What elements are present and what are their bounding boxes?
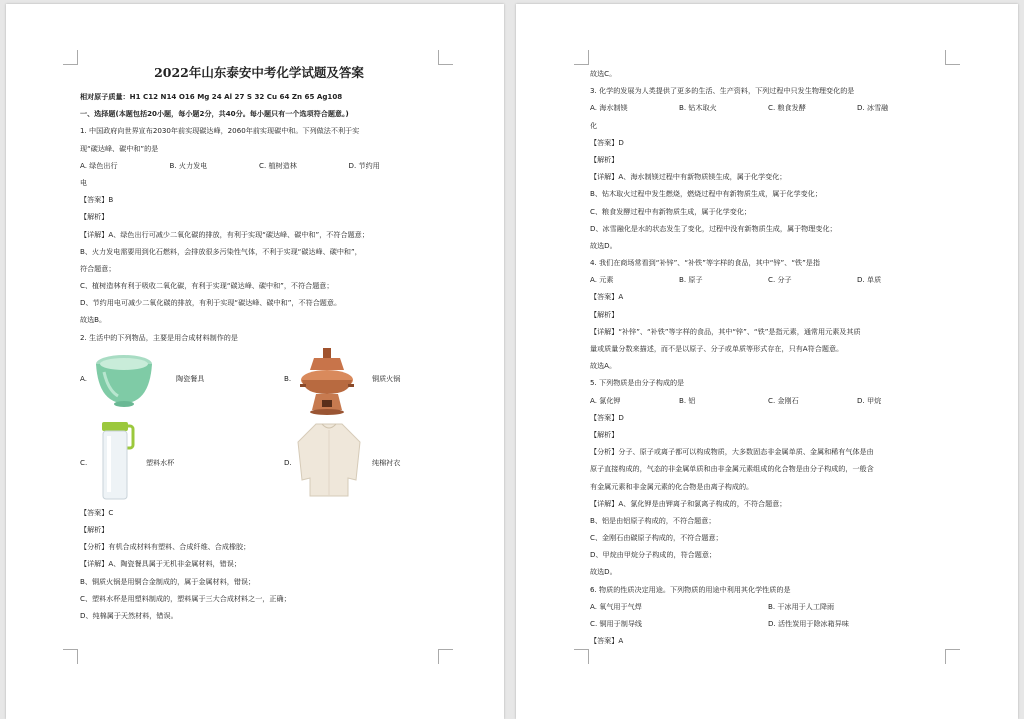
q4-option-d: D. 单质 [857, 275, 882, 285]
q5-detail-3: C、金刚石由碳原子构成的，不符合题意； [590, 533, 723, 543]
q4-stem: 4. 我们在商场常看到“补锌”、“补铁”等字样的食品，其中“锌”、“铁”是指 [590, 258, 820, 268]
q2-detail-4: D、纯棉属于天然材料，错误。 [80, 610, 178, 620]
document-page-2 [516, 4, 1018, 719]
q6-answer: 【答案】A [590, 636, 624, 646]
q3-detail-3: C、粮食发酵过程中有新物质生成，属于化学变化； [590, 206, 752, 216]
q6-option-a: A. 氧气用于气焊 [590, 601, 642, 611]
q2-detail-1: 【详解】A、陶瓷餐具属于无机非金属材料，错误； [80, 559, 241, 569]
q5-analysis-label: 【解析】 [590, 429, 619, 439]
q6-stem: 6. 物质的性质决定用途。下列物质的用途中利用其化学性质的是 [590, 584, 791, 594]
page-1-content [80, 62, 438, 624]
q6-option-b: B. 干冰用于人工降雨 [768, 601, 835, 611]
q2-analysis-label: 【解析】 [80, 525, 109, 534]
q4-analysis-label: 【解析】 [590, 309, 619, 319]
q2-option-c-label: 塑料水杯 [146, 457, 175, 467]
q6-options-row-1 [590, 598, 946, 615]
q1-detail-5: D、节约用电可减少二氧化碳的排放，有利于实现“碳达峰、碳中和”，不符合题意。 [80, 298, 342, 308]
q6-options-row-2 [590, 615, 946, 632]
q1-stem-2: 现“碳达峰、碳中和”的是 [80, 143, 159, 153]
q5-options [590, 392, 946, 409]
q2-stem: 2. 生活中的下列物品，主要是用合成材料制作的是 [80, 332, 238, 342]
q1-detail-2: B、火力发电需要用到化石燃料，会排放很多污染性气体，不利于实现“碳达峰、碳中和”， [80, 246, 362, 256]
q1-detail-3: 符合题意； [80, 263, 116, 273]
q2-option-c-letter: C. [80, 457, 88, 467]
q5-stem: 5. 下列物质是由分子构成的是 [590, 378, 685, 388]
document-title: 2022年山东泰安中考化学试题及答案 [154, 65, 364, 80]
q1-stem-1: 1. 中国政府向世界宣布2030年前实现碳达峰，2060年前实现碳中和。下列做法不利于实 [80, 126, 360, 136]
q5-analysis-2: 原子直接构成的，气态的非金属单质和由非金属元素组成的化合物是由分子构成的，一般含 [590, 464, 874, 474]
q3-option-b: B. 钻木取火 [679, 103, 717, 113]
q1-option-c: C. 植树造林 [259, 160, 297, 170]
q3-answer: 【答案】D [590, 137, 624, 147]
q3-detail-4: D、冰雪融化是水的状态发生了变化，过程中没有新物质生成，属于物理变化； [590, 223, 837, 233]
q4-conclusion: 故选A。 [590, 361, 617, 371]
q3-option-wrap: 化 [590, 120, 598, 130]
q1-conclusion: 故选B。 [80, 315, 107, 325]
q4-option-c: C. 分子 [768, 275, 792, 285]
q5-option-b: B. 铝 [679, 395, 696, 405]
q1-detail-1: 【详解】A、绿色出行可减少二氧化碳的排放，有利于实现“碳达峰、碳中和”，不符合题意； [80, 229, 369, 239]
crop-mark [945, 50, 960, 65]
q3-stem: 3. 化学的发展为人类提供了更多的生活、生产资料，下列过程中只发生物理变化的是 [590, 86, 855, 96]
q5-detail-2: B、铝是由铝原子构成的，不符合题意； [590, 515, 716, 525]
q4-detail-2: 量或质量分数来描述，而不是以原子、分子或单质等形式存在，只有A符合题意。 [590, 344, 844, 353]
q3-detail-2: B、钻木取火过程中发生燃烧，燃烧过程中有新物质生成，属于化学变化； [590, 189, 822, 199]
crop-mark [438, 50, 453, 65]
q2-answer: 【答案】C [80, 507, 114, 517]
q3-analysis-label: 【解析】 [590, 154, 619, 164]
q5-detail-1: 【详解】A、氯化钾是由钾离子和氯离子构成的，不符合题意； [590, 498, 787, 508]
q3-detail-1: 【详解】A、海水制镁过程中有新物质镁生成，属于化学变化； [590, 172, 787, 182]
q4-option-b: B. 原子 [679, 275, 703, 285]
cotton-shirt-image [294, 420, 364, 500]
q2-option-d-label: 纯棉衬衣 [372, 457, 401, 467]
q1-options [80, 157, 438, 174]
q2-conclusion: 故选C。 [590, 69, 617, 78]
q4-option-a: A. 元素 [590, 275, 614, 285]
crop-mark [63, 50, 78, 65]
q2-image-row-1 [80, 346, 438, 416]
q5-analysis-1: 【分析】分子、原子或离子都可以构成物质，大多数固态非金属单质、金属和稀有气体是由 [590, 447, 874, 457]
document-page-1 [6, 4, 504, 719]
q2-option-b-letter: B. [284, 373, 292, 383]
q5-option-d: D. 甲烷 [857, 395, 882, 405]
q5-option-c: C. 金刚石 [768, 395, 799, 405]
atomic-mass-line: 相对原子质量：H1 C12 N14 O16 Mg 24 Al 27 S 32 Cu 64 Zn 65 Ag108 [80, 92, 343, 101]
q3-options [590, 99, 946, 116]
q4-options [590, 271, 946, 288]
q1-detail-4: C、植树造林有利于吸收二氧化碳，有利于实现“碳达峰、碳中和”，不符合题意； [80, 281, 334, 291]
q5-detail-4: D、甲烷由甲烷分子构成的，符合题意； [590, 550, 717, 560]
q3-option-a: A. 海水制镁 [590, 103, 628, 113]
crop-mark [574, 649, 589, 664]
q1-option-wrap: 电 [80, 177, 88, 187]
ceramic-bowl-image [94, 352, 154, 410]
q4-detail-1: 【详解】“补锌”、“补铁”等字样的食品，其中“锌”、“铁”是指元素，通常用元素及其质 [590, 326, 861, 336]
crop-mark [945, 649, 960, 664]
section-heading: 一、选择题(本题包括20小题，每小题2分，共40分。每小题只有一个选项符合题意。) [80, 109, 349, 119]
q2-detail-2: B、铜质火锅是用铜合金制成的，属于金属材料，错误； [80, 576, 256, 586]
crop-mark [438, 649, 453, 664]
crop-mark [574, 50, 589, 65]
q2-option-b-label: 铜质火锅 [372, 373, 401, 383]
q1-option-a: A. 绿色出行 [80, 160, 118, 170]
q2-analysis: 【分析】有机合成材料有塑料、合成纤维、合成橡胶； [80, 542, 251, 552]
q5-answer: 【答案】D [590, 412, 624, 422]
q5-option-a: A. 氯化钾 [590, 395, 621, 405]
crop-mark [63, 649, 78, 664]
q2-option-a-label: 陶瓷餐具 [176, 373, 205, 383]
copper-hotpot-image [298, 346, 356, 416]
q1-option-b: B. 火力发电 [169, 160, 208, 170]
q4-answer: 【答案】A [590, 292, 624, 302]
q2-option-a-letter: A. [80, 373, 87, 383]
q3-conclusion: 故选D。 [590, 240, 617, 250]
q6-option-d: D. 活性炭用于除冰箱异味 [768, 619, 849, 628]
q2-image-row-2 [80, 418, 438, 504]
q5-conclusion: 故选D。 [590, 567, 617, 577]
q3-option-d: D. 冰雪融 [857, 103, 889, 113]
q1-answer: 【答案】B [80, 195, 114, 205]
q1-option-d: D. 节约用 [348, 160, 380, 170]
q5-analysis-3: 有金属元素和非金属元素的化合物是由离子构成的。 [590, 481, 754, 491]
q2-option-d-letter: D. [284, 457, 292, 467]
q1-analysis-label: 【解析】 [80, 212, 109, 222]
page-2-content [590, 65, 946, 649]
q2-detail-3: C、塑料水杯是用塑料制成的，塑料属于三大合成材料之一，正确； [80, 593, 291, 603]
q3-option-c: C. 粮食发酵 [768, 103, 806, 113]
q6-option-c: C. 铜用于制导线 [590, 619, 643, 628]
plastic-cup-image [96, 420, 136, 502]
